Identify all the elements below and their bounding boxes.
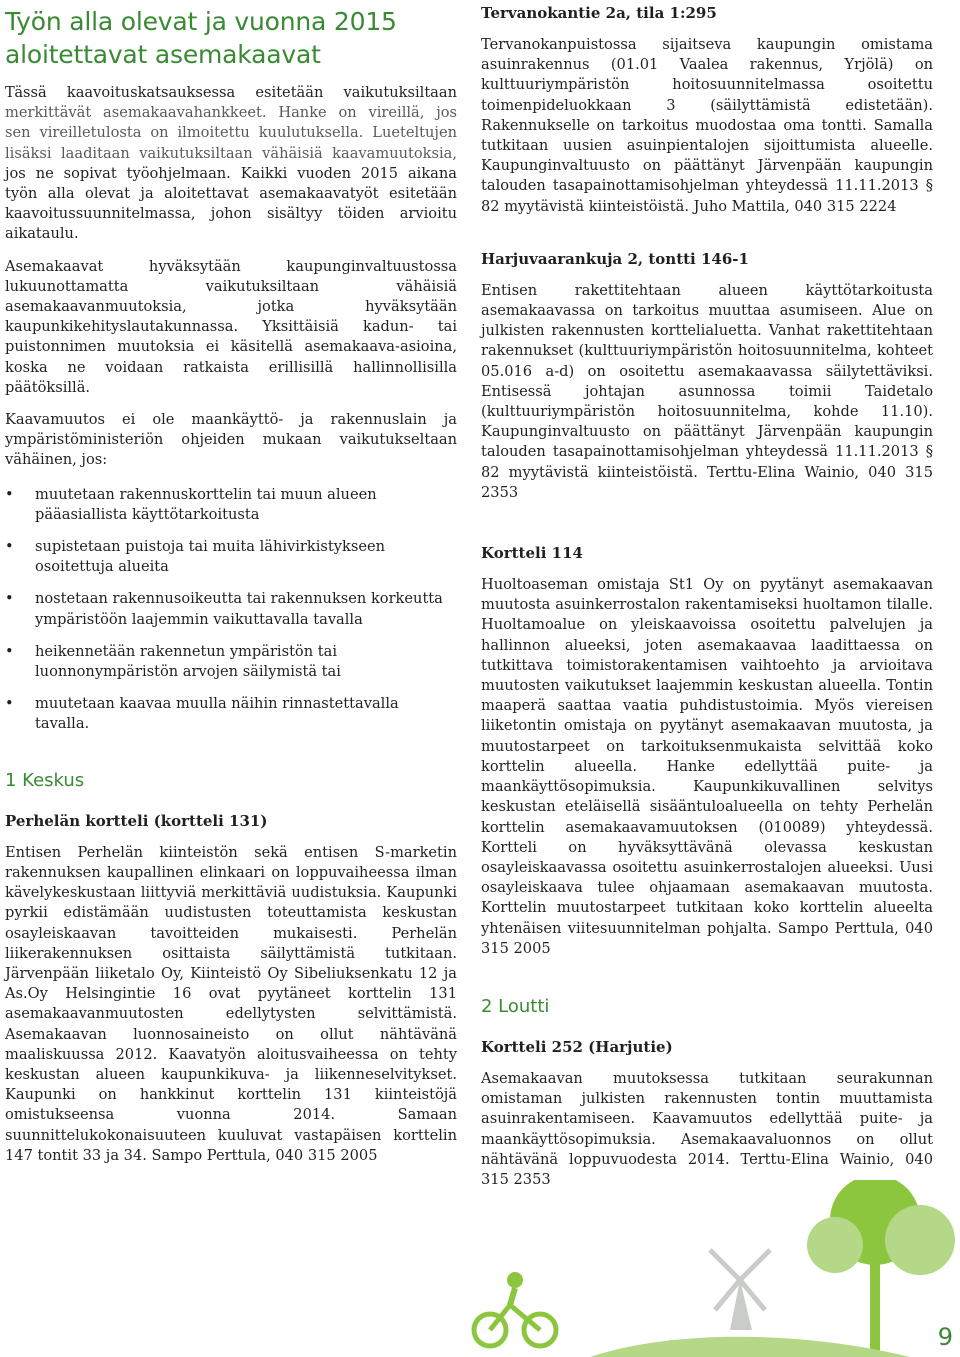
tervanokantie-body: Tervanokanpuistossa sijaitseva kaupungin omistama asuinrakennus (01.01 Vaalea rakennus, Yrjölä) on kulttuuriympäristön hoitosuunnitelmassa osoitettu toimenpideluokkaan 3 (säilyttämistä edistetään). Rakennukselle on tarkoitus muodostaa oma tontti. Samalla tutkitaan uusien asuinpientalojen sijoittumista alueelle. Kaupunginvaltuusto on päättänyt Järvenpään kaupungin talouden tasapainottamisohjelman yhteydessä 11.11.2013 § 82 myytävistä kiinteistöistä. Juho Mattila, 040 315 2224	[481, 36, 933, 215]
approval-paragraph: Asemakaavat hyväksytään kaupunginvaltuustossa lukuunottamatta vaikutuksiltaan vähäisiä asemakaavanmuutoksia, jotka hyväksytään kaupunkikehityslautakunnassa. Yksittäisiä kadun- tai puistonnimen muutoksia ei käsitellä asemakaava-asioina, koska ne voidaan ratkaista erillisillä hallinnollisilla päätöksillä.	[5, 257, 457, 396]
harjuvaara-body: Entisen rakettitehtaan alueen käyttötarkoitusta asemakaavassa on tarkoitus muuttaa asumiseen. Alue on julkisten rakennusten korttelialuetta. Vanhat rakettitehtaan rakennukset (kulttuuriympäristön hoitosuunnitelma, kohteet 05.016 a-d) on osoitettu asemakaavassa säilytettäviksi. Entisessä johtajan asunnossa toimii Taidetalo (kulttuuriympäristön hoitosuunnitelma, kohde 11.10). Kaupunginvaltuusto on päättänyt Järvenpään kaupungin talouden tasapainottamisohjelman yhteydessä 11.11.2013 § 82 myytävistä kiinteistöistä. Terttu-Elina Wainio, 040 315 2353	[481, 281, 933, 501]
list-item: • nostetaan rakennusoikeutta tai rakennuksen korkeutta ympäristöön laajemmin vaikuttavalla tavalla	[5, 589, 457, 629]
list-item: • muutetaan rakennuskorttelin tai muun alueen pääasiallista käyttötarkoitusta	[5, 485, 457, 525]
perhela-body: Entisen Perhelän kiinteistön sekä entisen S-marketin rakennuksen kaupallinen elinkaari on loppuvaiheessa ilman kävelykeskustaan liittyviä merkittäviä uudistuksia. Kaupunki pyrkii edistämään uudistusten toteuttamista keskustan osayleiskaavan tavoitteiden mukaisesti. Perhelän liikerakennuksen osittaista säilyttämistä tutkitaan. Järvenpään liiketalo Oy, Kiinteistö Oy Sibeliuksenkatu 12 ja As.Oy Helsingintie 16 ovat pyytäneet korttelin 131 asemakaavanmuutosten edellytysten selvittämistä. Asemakaavan luonnosaineisto on ollut nähtävänä maaliskuussa 2012. Kaavatyön aloitusvaiheessa on tehty keskustan alueen kaupunkikuva- ja liikenneselvitykset. Kaupunki on hankkinut korttelin 131 kiinteistöjä omistukseensa vuonna 2014. Samaan suunnittelukokonaisuuteen kuuluvat vastapäisen korttelin 147 tontit 33 ja 34. Sampo Perttula, 040 315 2005	[5, 843, 457, 1164]
right-column	[481, 0, 933, 1190]
cyclist-icon	[474, 1272, 556, 1346]
tervanokantie-heading: Tervanokantie 2a, tila 1:295	[481, 4, 717, 22]
windmill-icon	[710, 1250, 770, 1330]
title-line-1: Työn alla olevat ja vuonna 2015	[5, 7, 397, 36]
criteria-list	[5, 485, 457, 735]
bottom-illustration	[470, 1180, 960, 1357]
page-title	[5, 0, 457, 71]
harjuvaara-heading: Harjuvaarankuja 2, tontti 146-1	[481, 249, 749, 268]
kortteli-252-heading: Kortteli 252 (Harjutie)	[481, 1037, 673, 1056]
page-number: 9	[937, 1323, 953, 1351]
kortteli-114-body: Huoltoaseman omistaja St1 Oy on pyytänyt asemakaavan muutosta asuinkerrostalon rakentamiseksi huoltamon tilalle. Huoltamoalue on yleiskaavoissa osoitettu palvelujen ja hallinnon alueeksi, joten asemakaavaa laadittaessa on tutkittava toimistorakentamisen vaihtoehto ja arvioitava muutosten vaikutukset laajemmin keskustan alueella. Tontin maaperä saattaa vaatia puhdistustoimia. Myös viereisen liiketontin omistaja on pyytänyt asemakaavan muutosta, ja muutostarpeet on tarkoituksenmukaista selvittää koko korttelin alueella. Hanke edellyttää puite- ja maankäyttösopimuksia. Kaupunkikuvallinen selvitys keskustan eteläisellä sisääntuloalueella on tehty Perhelän korttelin asemakaavamuutoksen (010089) yhteydessä. Kortteli on hyväksyttävänä olevassa keskustan osayleiskaavassa osoitettu asuinkerrostalojen alueeksi. Uusi osayleiskaava tulee ohjaamaan asemakaavan muutosta. Korttelin muutostarpeet tutkitaan koko korttelin alueelta yhtenäisen viitesuunnitelman pohjalta. Sampo Perttula, 040 315 2005	[481, 576, 933, 957]
ground-shape	[590, 1337, 910, 1357]
section-heading-keskus: 1 Keskus	[5, 769, 85, 791]
kortteli-252-body: Asemakaavan muutoksessa tutkitaan seurakunnan omistaman julkisten rakennusten tontin muuttamista asuinrakentamiseen. Kaavamuutos edellyttää puite- ja maankäyttösopimuksia. Asemakaavaluonnos on ollut nähtävänä loppuvuodesta 2014. Terttu-Elina Wainio, 040 315 2353	[481, 1069, 933, 1188]
criteria-paragraph: Kaavamuutos ei ole maankäyttö- ja rakennuslain ja ympäristöministeriön ohjeiden mukaan vaikutukseltaan vähäinen, jos:	[5, 411, 457, 469]
list-item: • heikennetään rakennetun ympäristön tai luonnonympäristön arvojen säilymistä tai	[5, 642, 457, 682]
intro-paragraph: Tässä kaavoituskatsauksessa esitetään vaikutuksiltaan merkittävät asemakaavahankkeet. Hanke on vireillä, jos sen vireilletulosta on ilmoitettu kuulutuksella. Lueteltujen lisäksi laaditaan vaikutuksiltaan vähäisiä kaavamuutoksia, jos ne sopivat työohjelmaan. Kaikki vuoden 2015 aikana työn alla olevat ja aloitettavat asemakaavatyöt esitetään kaavoitussuunnitelmassa, johon sisältyy töiden arvioitu aikataulu.	[5, 84, 457, 243]
kortteli-114-heading: Kortteli 114	[481, 544, 583, 563]
list-item: • supistetaan puistoja tai muita lähivirkistykseen osoitettuja alueita	[5, 537, 457, 577]
perhela-heading: Perhelän kortteli (kortteli 131)	[5, 811, 268, 830]
tree-icon	[807, 1180, 955, 1357]
section-heading-loutti: 2 Loutti	[481, 995, 550, 1017]
left-column	[5, 0, 457, 1166]
list-item: • muutetaan kaavaa muulla näihin rinnastettavalla tavalla.	[5, 694, 457, 734]
title-line-2: aloitettavat asemakaavat	[5, 40, 321, 69]
